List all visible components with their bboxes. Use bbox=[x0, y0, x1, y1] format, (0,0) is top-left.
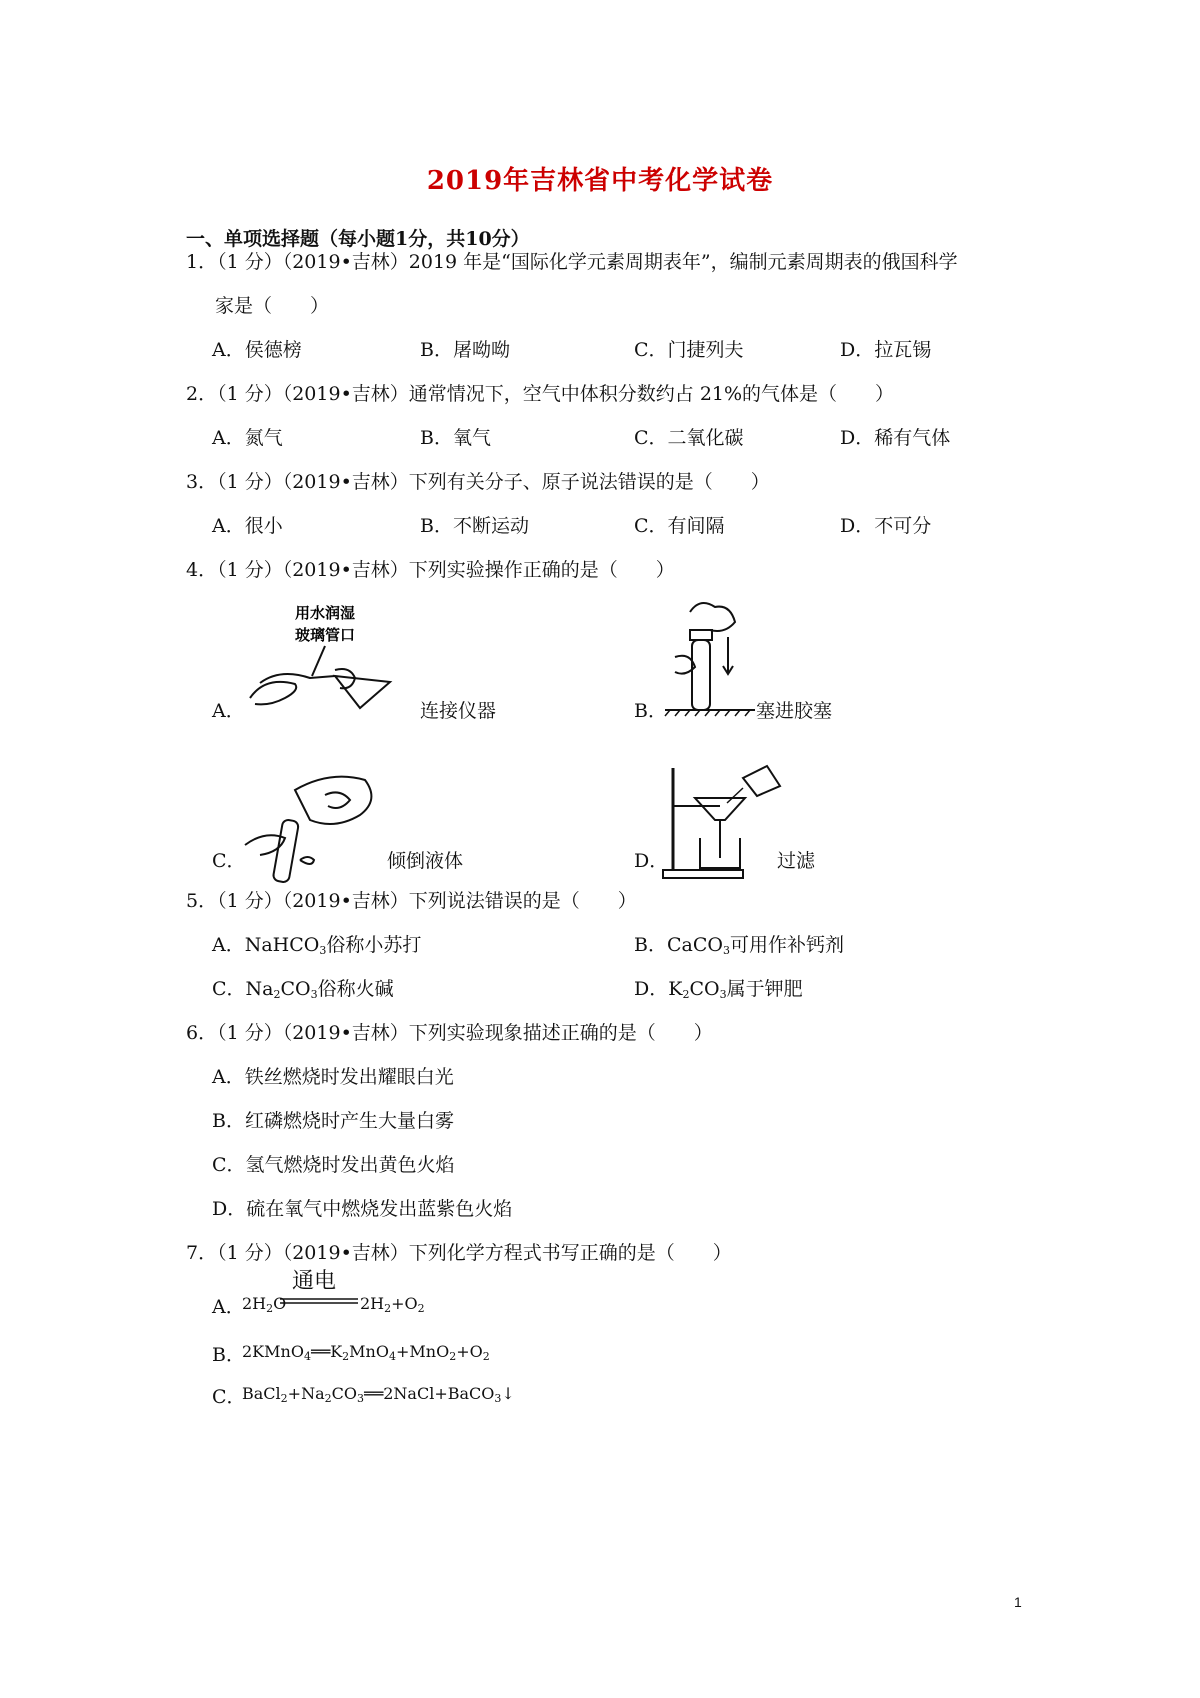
option-d: D．硫在氧气中燃烧发出蓝紫色火焰 bbox=[212, 1198, 513, 1220]
option-a: A．铁丝燃烧时发出耀眼白光 bbox=[212, 1066, 454, 1088]
question-text: （1 分）（2019•吉林）下列实验操作正确的是（ ） bbox=[217, 559, 675, 581]
question-number: 5． bbox=[186, 890, 218, 912]
option-c: C．$Na_2CO_3$俗称火碱 bbox=[212, 978, 394, 1001]
equation-a-right: $2H_2+O_2$ bbox=[360, 1294, 425, 1315]
option-a-caption: 连接仪器 bbox=[420, 700, 497, 722]
option-c: C．门捷列夫 bbox=[634, 339, 744, 361]
option-b: B．屠呦呦 bbox=[420, 339, 510, 361]
option-b-caption: 塞进胶塞 bbox=[756, 700, 833, 722]
page-title: 2019年吉林省中考化学试卷 bbox=[426, 166, 774, 196]
option-c: C． bbox=[212, 1386, 246, 1408]
option-d-caption: 过滤 bbox=[777, 850, 816, 872]
question-text: （1 分）（2019•吉林）下列化学方程式书写正确的是（ ） bbox=[217, 1242, 732, 1264]
option-c-caption: 倾倒液体 bbox=[387, 850, 464, 872]
option-b: B．不断运动 bbox=[420, 515, 529, 537]
page-number: 1 bbox=[1014, 1594, 1022, 1610]
question-number: 6． bbox=[186, 1022, 218, 1044]
electrolysis-label: 通电 bbox=[292, 1268, 337, 1293]
option-b: B．红磷燃烧时产生大量白雾 bbox=[212, 1110, 454, 1132]
option-a: A． bbox=[212, 1296, 245, 1318]
option-c: C．氢气燃烧时发出黄色火焰 bbox=[212, 1154, 455, 1176]
question-5 bbox=[186, 886, 637, 913]
option-d: D．稀有气体 bbox=[840, 427, 951, 449]
option-b: B． bbox=[634, 700, 667, 722]
question-number: 4． bbox=[186, 559, 218, 581]
option-d: D．$K_2CO_3$属于钾肥 bbox=[634, 978, 803, 1001]
question-text: （1 分）（2019•吉林）下列有关分子、原子说法错误的是（ ） bbox=[217, 471, 770, 493]
question-number: 1． bbox=[186, 251, 218, 273]
question-text: （1 分）（2019•吉林）通常情况下，空气中体积分数约占 21%的气体是（ ） bbox=[217, 383, 895, 405]
equation-a-left: $2H_2O$ bbox=[242, 1294, 287, 1315]
question-6 bbox=[186, 1018, 713, 1045]
option-d: D．不可分 bbox=[840, 515, 932, 537]
question-4 bbox=[186, 555, 675, 582]
option-c: C．有间隔 bbox=[634, 515, 725, 537]
figure-insert-stopper bbox=[660, 592, 760, 722]
figure-filtration bbox=[655, 758, 785, 883]
question-2 bbox=[186, 379, 894, 406]
option-c: C． bbox=[212, 850, 246, 872]
option-d: D．拉瓦锡 bbox=[840, 339, 932, 361]
question-text: （1 分）（2019•吉林）下列实验现象描述正确的是（ ） bbox=[217, 1022, 713, 1044]
option-c: C．二氧化碳 bbox=[634, 427, 744, 449]
option-a: A．氮气 bbox=[212, 427, 283, 449]
figure-label-line1: 用水润湿 bbox=[295, 605, 356, 622]
question-3 bbox=[186, 467, 770, 494]
question-number: 3． bbox=[186, 471, 218, 493]
figure-label-line2: 玻璃管口 bbox=[295, 627, 356, 644]
equation-a-sign bbox=[280, 1297, 358, 1305]
figure-pour-liquid bbox=[240, 760, 390, 885]
option-b: B．氧气 bbox=[420, 427, 491, 449]
option-a: A． bbox=[212, 700, 245, 722]
option-b: B．CaCO$_3$可用作补钙剂 bbox=[634, 934, 844, 957]
option-a: A．NaHCO$_3$俗称小苏打 bbox=[212, 934, 422, 957]
equation-c: $BaCl_2+Na_2CO_3══2NaCl+BaCO_3↓$ bbox=[242, 1384, 515, 1405]
option-a: A．侯德榜 bbox=[212, 339, 302, 361]
option-d: D． bbox=[634, 850, 669, 872]
question-number: 2． bbox=[186, 383, 218, 405]
equation-b: $2KMnO_4══K_2MnO_4+MnO_2+O_2$ bbox=[242, 1342, 490, 1363]
question-text: （1 分）（2019•吉林）下列说法错误的是（ ） bbox=[217, 890, 637, 912]
question-number: 7． bbox=[186, 1242, 218, 1264]
option-a: A．很小 bbox=[212, 515, 283, 537]
option-b: B． bbox=[212, 1344, 245, 1366]
figure-connect-apparatus bbox=[240, 598, 420, 718]
question-1 bbox=[186, 247, 958, 274]
question-1-continued: 家是（ ） bbox=[215, 295, 330, 317]
section-heading: 一、单项选择题（每小题1分，共10分） bbox=[186, 228, 530, 250]
question-7 bbox=[186, 1238, 732, 1265]
question-text: （1 分）（2019•吉林）2019 年是“国际化学元素周期表年”，编制元素周期表的俄国科学 bbox=[217, 251, 958, 273]
